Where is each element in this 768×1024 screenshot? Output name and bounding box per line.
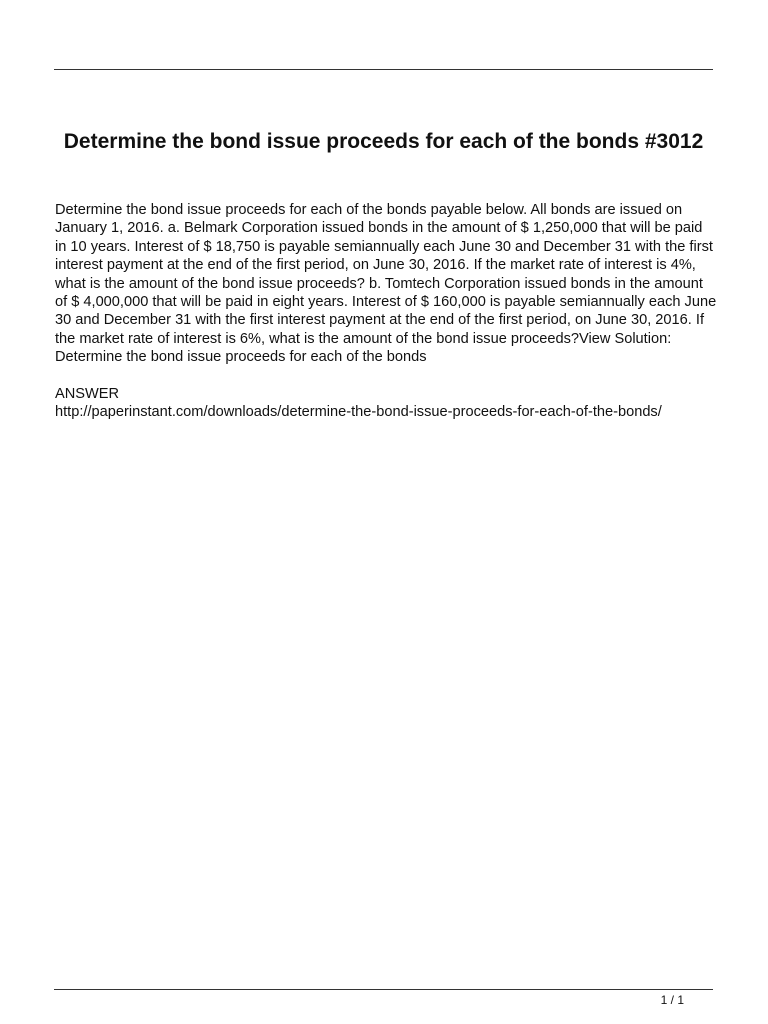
- document-body: [55, 201, 717, 421]
- page-number: 1 / 1: [660, 993, 684, 1007]
- document-title: Determine the bond issue proceeds for each of the bonds #3012: [63, 130, 704, 153]
- question-paragraph: Determine the bond issue proceeds for each of the bonds payable below. All bonds are issued on January 1, 2016. a. Belmark Corporation issued bonds in the amount of $ 1,250,000 that will be paid in 10 years. Interest of $ 18,750 is payable semiannually each June 30 and December 31 with the first interest payment at the end of the first period, on June 30, 2016. If the market rate of interest is 4%, what is the amount of the bond issue proceeds? b. Tomtech Corporation issued bonds in the amount of $ 4,000,000 that will be paid in eight years. Interest of $ 160,000 is payable semiannually each June 30 and December 31 with the first interest payment at the end of the first period, on June 30, 2016. If the market rate of interest is 6%, what is the amount of the bond issue proceeds?View Solution:: [55, 202, 717, 347]
- subtitle-line: Determine the bond issue proceeds for each of the bonds: [55, 349, 427, 366]
- answer-link[interactable]: http://paperinstant.com/downloads/determine-the-bond-issue-proceeds-for-each-of-the-bonds/: [55, 404, 662, 421]
- footer-divider: [54, 989, 713, 990]
- header-divider: [54, 69, 713, 70]
- paragraph-spacer: [55, 367, 717, 385]
- answer-label: ANSWER: [55, 385, 120, 402]
